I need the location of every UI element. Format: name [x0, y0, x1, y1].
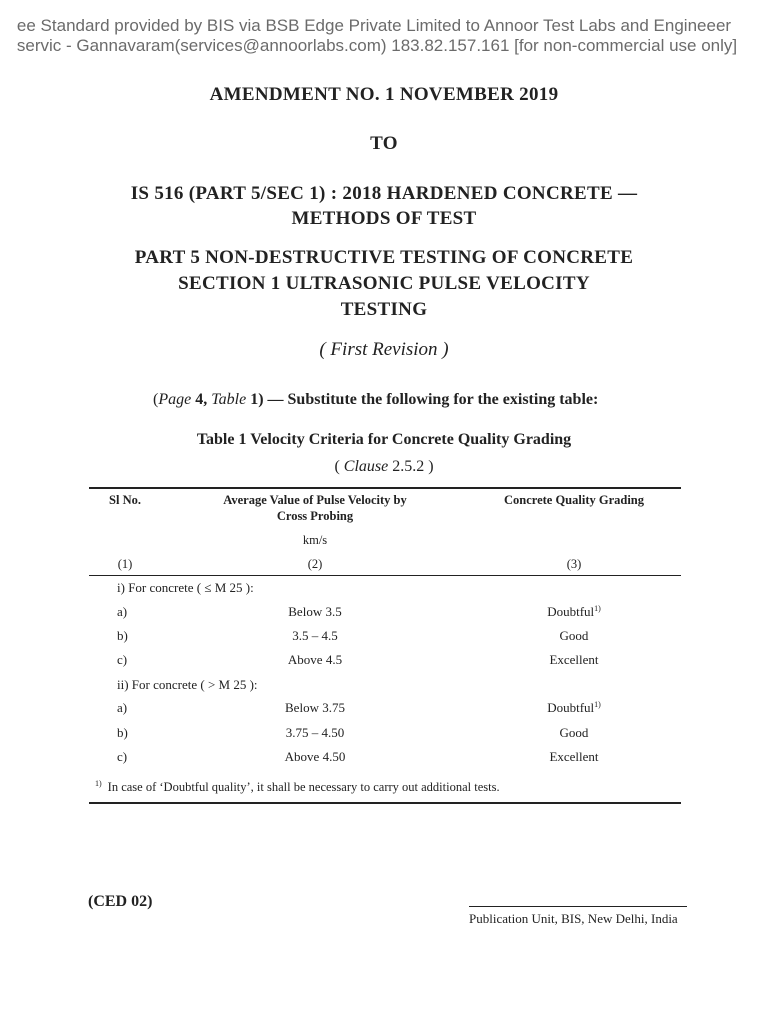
column-header-velocity-line-1: Average Value of Pulse Velocity by: [223, 493, 407, 507]
group-label-above-m25: ii) For concrete ( > M 25 ):: [117, 677, 258, 692]
column-header-velocity: [200, 492, 430, 524]
column-number-2: (2): [307, 557, 323, 571]
row-sl: a): [117, 604, 128, 619]
standard-title-line-1: IS 516 (PART 5/SEC 1) : 2018 HARDENED CONCRETE —: [130, 183, 638, 204]
table-row: [0, 604, 768, 622]
instruction-table-word: Table: [211, 391, 247, 408]
column-number-3: (3): [566, 557, 582, 571]
footnote-text: In case of ‘Doubtful quality’, it shall be necessary to carry out additional tests.: [107, 780, 500, 794]
part-title-line-1: PART 5 NON-DESTRUCTIVE TESTING OF CONCRETE: [134, 247, 634, 268]
table-header-rule: [89, 575, 681, 576]
footnote-ref: 1): [594, 700, 601, 709]
substitution-instruction: [153, 391, 598, 409]
clause-word: Clause: [343, 458, 389, 475]
table-bottom-rule: [89, 802, 681, 804]
instruction-open: (: [153, 391, 159, 408]
row-grading: Excellent: [549, 749, 599, 764]
amendment-title: AMENDMENT NO. 1 NOVEMBER 2019: [209, 84, 559, 105]
part-section-title: [0, 245, 768, 323]
row-grading: Good: [559, 628, 589, 643]
footnote-mark: 1): [95, 779, 102, 788]
instruction-text: — Substitute the following for the existing table:: [267, 391, 599, 408]
table-row: [0, 700, 768, 718]
revision-note: ( First Revision ): [319, 339, 449, 360]
row-sl: b): [117, 628, 128, 643]
column-number-1: (1): [117, 557, 133, 571]
group-label-m25-or-below: i) For concrete ( ≤ M 25 ):: [117, 580, 254, 595]
table-clause-reference: [0, 458, 768, 476]
row-grading: Good: [559, 725, 589, 740]
watermark-line-1: ee Standard provided by BIS via BSB Edge Private Limited to Annoor Test Labs and Engineeer: [16, 16, 732, 35]
table-row: [0, 725, 768, 743]
grading-text: Doubtful: [547, 604, 595, 619]
row-sl: a): [117, 700, 128, 715]
velocity-unit: km/s: [302, 533, 328, 547]
clause-open: (: [334, 458, 340, 475]
column-header-sl-no: Sl No.: [109, 493, 141, 507]
committee-code: (CED 02): [88, 893, 153, 910]
to-heading: TO: [370, 133, 398, 154]
standard-title: [0, 181, 768, 231]
instruction-page-word: Page: [158, 391, 192, 408]
row-velocity: 3.75 – 4.50: [285, 725, 345, 740]
instruction-table-number: 1): [250, 391, 264, 408]
row-sl: c): [117, 652, 128, 667]
row-velocity: Below 3.5: [288, 604, 342, 619]
watermark-line-2: servic - Gannavaram(services@annoorlabs.com) 183.82.157.161 [for non-commercial use only]: [16, 36, 738, 55]
row-velocity: 3.5 – 4.5: [292, 628, 338, 643]
table-top-rule: [89, 487, 681, 489]
table-row: [0, 749, 768, 767]
row-grading: [469, 604, 679, 620]
publisher-rule: [469, 906, 687, 907]
table-row: [0, 652, 768, 670]
grading-text: Doubtful: [547, 700, 595, 715]
part-title-line-2: SECTION 1 ULTRASONIC PULSE VELOCITY: [178, 273, 590, 294]
instruction-page-number: 4,: [195, 391, 208, 408]
row-grading: Excellent: [549, 652, 599, 667]
table-footnote: [95, 779, 500, 795]
column-header-velocity-line-2: Cross Probing: [276, 509, 354, 523]
row-grading: [469, 700, 679, 716]
row-velocity: Above 4.5: [287, 652, 343, 667]
publisher-line: Publication Unit, BIS, New Delhi, India: [469, 911, 678, 926]
row-velocity: Below 3.75: [285, 700, 345, 715]
part-title-line-3: TESTING: [340, 299, 428, 320]
standard-title-line-2: METHODS OF TEST: [291, 208, 477, 229]
clause-number: 2.5.2 ): [392, 458, 434, 475]
row-sl: c): [117, 749, 128, 764]
table-row: [0, 628, 768, 646]
row-velocity: Above 4.50: [284, 749, 346, 764]
table-title: Table 1 Velocity Criteria for Concrete Quality Grading: [196, 431, 572, 448]
row-sl: b): [117, 725, 128, 740]
footnote-ref: 1): [594, 604, 601, 613]
column-header-grading: Concrete Quality Grading: [503, 493, 645, 507]
